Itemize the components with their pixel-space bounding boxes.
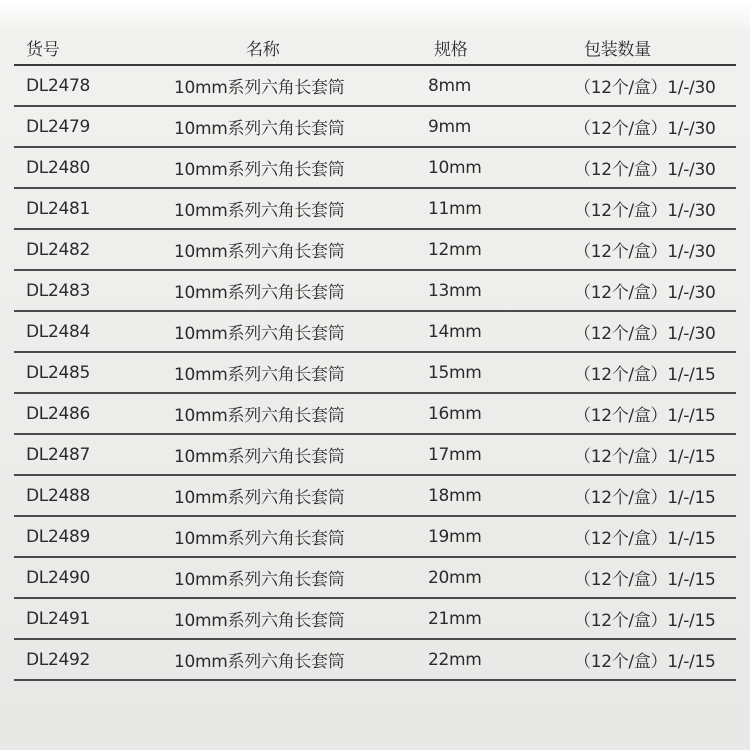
cell-spec: 16mm xyxy=(428,403,482,424)
table-row xyxy=(14,394,736,435)
cell-name: 10mm系列六角长套筒 xyxy=(174,570,345,590)
cell-pack: （12个/盒）1/-/30 xyxy=(574,119,716,139)
cell-pack: （12个/盒）1/-/30 xyxy=(574,242,716,262)
table-row xyxy=(14,107,736,148)
cell-name: 10mm系列六角长套筒 xyxy=(174,611,345,631)
table-row xyxy=(14,435,736,476)
table-row xyxy=(14,599,736,640)
cell-pack: （12个/盒）1/-/15 xyxy=(574,406,716,426)
cell-code: DL2482 xyxy=(26,239,91,260)
table-body xyxy=(14,66,736,681)
cell-spec: 10mm xyxy=(428,157,482,178)
cell-spec: 22mm xyxy=(428,649,482,670)
cell-pack: （12个/盒）1/-/15 xyxy=(574,488,716,508)
cell-name: 10mm系列六角长套筒 xyxy=(174,447,345,467)
cell-code: DL2491 xyxy=(26,608,91,629)
cell-name: 10mm系列六角长套筒 xyxy=(174,488,345,508)
cell-spec: 12mm xyxy=(428,239,482,260)
cell-spec: 11mm xyxy=(428,198,482,219)
table-row xyxy=(14,476,736,517)
cell-pack: （12个/盒）1/-/15 xyxy=(574,447,716,467)
cell-spec: 14mm xyxy=(428,321,482,342)
table-header-row xyxy=(14,30,736,66)
header-name: 名称 xyxy=(246,39,280,60)
table-row xyxy=(14,558,736,599)
cell-code: DL2483 xyxy=(26,280,91,301)
header-pack: 包装数量 xyxy=(584,39,651,60)
cell-name: 10mm系列六角长套筒 xyxy=(174,283,345,303)
cell-name: 10mm系列六角长套筒 xyxy=(174,119,345,139)
table-row xyxy=(14,271,736,312)
cell-code: DL2486 xyxy=(26,403,91,424)
cell-name: 10mm系列六角长套筒 xyxy=(174,406,345,426)
table-row xyxy=(14,517,736,558)
cell-name: 10mm系列六角长套筒 xyxy=(174,529,345,549)
cell-code: DL2478 xyxy=(26,75,91,96)
cell-code: DL2480 xyxy=(26,157,91,178)
cell-pack: （12个/盒）1/-/15 xyxy=(574,611,716,631)
cell-name: 10mm系列六角长套筒 xyxy=(174,652,345,672)
table-row xyxy=(14,66,736,107)
top-cropped-strip xyxy=(0,0,750,30)
table-row xyxy=(14,312,736,353)
cell-pack: （12个/盒）1/-/30 xyxy=(574,160,716,180)
cell-name: 10mm系列六角长套筒 xyxy=(174,324,345,344)
cell-spec: 9mm xyxy=(428,116,472,137)
cell-name: 10mm系列六角长套筒 xyxy=(174,201,345,221)
cell-pack: （12个/盒）1/-/15 xyxy=(574,365,716,385)
header-spec: 规格 xyxy=(434,39,468,60)
cell-spec: 17mm xyxy=(428,444,482,465)
table-row xyxy=(14,230,736,271)
table-row xyxy=(14,640,736,681)
cell-code: DL2479 xyxy=(26,116,91,137)
table-row xyxy=(14,148,736,189)
cell-name: 10mm系列六角长套筒 xyxy=(174,242,345,262)
cell-pack: （12个/盒）1/-/15 xyxy=(574,529,716,549)
cell-code: DL2488 xyxy=(26,485,91,506)
cell-pack: （12个/盒）1/-/30 xyxy=(574,324,716,344)
cell-code: DL2492 xyxy=(26,649,91,670)
cell-code: DL2481 xyxy=(26,198,91,219)
product-table xyxy=(14,30,736,681)
cell-name: 10mm系列六角长套筒 xyxy=(174,160,345,180)
cell-spec: 20mm xyxy=(428,567,482,588)
cell-spec: 13mm xyxy=(428,280,482,301)
cell-pack: （12个/盒）1/-/15 xyxy=(574,652,716,672)
cell-code: DL2489 xyxy=(26,526,91,547)
cell-pack: （12个/盒）1/-/30 xyxy=(574,78,716,98)
cell-spec: 15mm xyxy=(428,362,482,383)
cell-code: DL2485 xyxy=(26,362,91,383)
cell-code: DL2490 xyxy=(26,567,91,588)
header-code: 货号 xyxy=(26,39,60,60)
cell-spec: 21mm xyxy=(428,608,482,629)
table-row xyxy=(14,353,736,394)
cell-name: 10mm系列六角长套筒 xyxy=(174,78,345,98)
cell-code: DL2484 xyxy=(26,321,91,342)
cell-spec: 18mm xyxy=(428,485,482,506)
cell-code: DL2487 xyxy=(26,444,91,465)
cell-spec: 8mm xyxy=(428,75,472,96)
cell-pack: （12个/盒）1/-/30 xyxy=(574,283,716,303)
cell-pack: （12个/盒）1/-/30 xyxy=(574,201,716,221)
cell-pack: （12个/盒）1/-/15 xyxy=(574,570,716,590)
cell-spec: 19mm xyxy=(428,526,482,547)
table-row xyxy=(14,189,736,230)
cell-name: 10mm系列六角长套筒 xyxy=(174,365,345,385)
